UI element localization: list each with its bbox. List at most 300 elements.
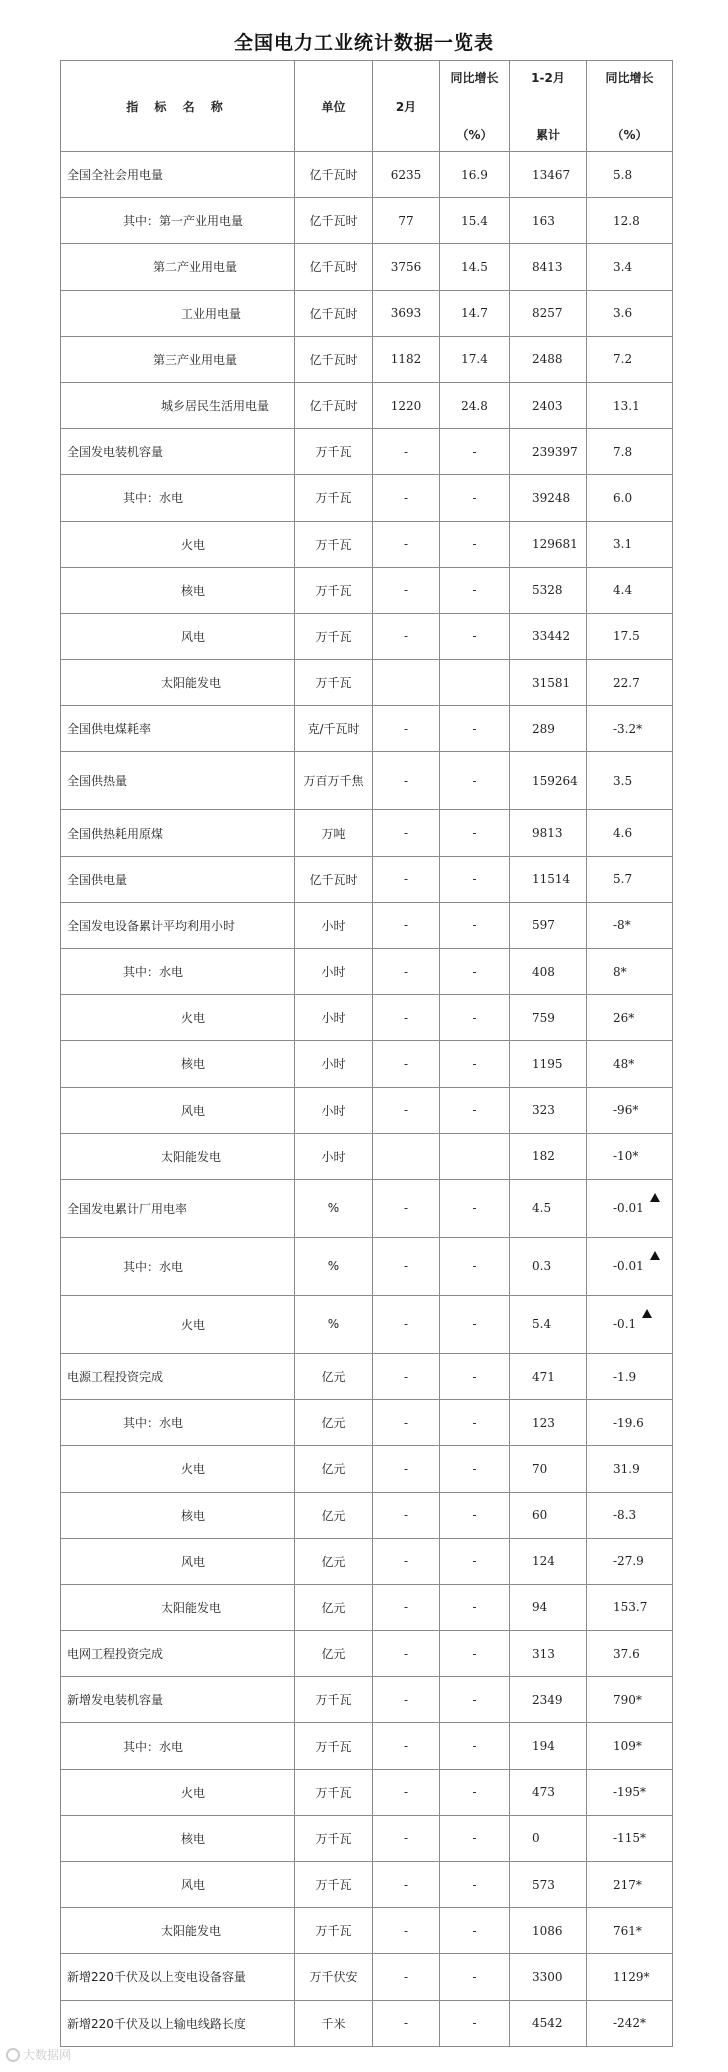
feb-yoy-cell: - xyxy=(440,1584,510,1630)
unit-cell: 亿元 xyxy=(295,1353,373,1399)
unit-cell: 万千瓦 xyxy=(295,660,373,706)
feb-value-cell: - xyxy=(373,1492,440,1538)
feb-value-cell: - xyxy=(373,1237,440,1295)
header-cumulative: 1-2月 累计 xyxy=(510,61,587,152)
indicator-name: 其中：水电 xyxy=(123,491,184,506)
cumulative-value-cell: 3300 xyxy=(510,1954,587,2000)
indicator-name-cell xyxy=(61,1400,295,1446)
indicator-name: 电源工程投资完成 xyxy=(67,1370,164,1385)
table-row xyxy=(61,1492,673,1538)
feb-yoy-cell xyxy=(440,660,510,706)
unit-cell: 亿千瓦时 xyxy=(295,152,373,198)
table-row xyxy=(61,1954,673,2000)
feb-value-cell: - xyxy=(373,1908,440,1954)
unit-cell: 万吨 xyxy=(295,810,373,856)
table-row xyxy=(61,1538,673,1584)
table-row xyxy=(61,475,673,521)
cumulative-value-cell: 8413 xyxy=(510,244,587,290)
unit-cell: 万千瓦 xyxy=(295,613,373,659)
table-row xyxy=(61,1041,673,1087)
table-row xyxy=(61,198,673,244)
table-row xyxy=(61,1631,673,1677)
feb-value-cell: - xyxy=(373,1723,440,1769)
cumulative-yoy-cell: -3.2* xyxy=(587,706,673,752)
cumulative-yoy-cell: 5.8 xyxy=(587,152,673,198)
indicator-name: 风电 xyxy=(181,1878,206,1893)
cumulative-value-cell: 597 xyxy=(510,902,587,948)
feb-value-cell: - xyxy=(373,521,440,567)
cumulative-yoy-cell: 5.7 xyxy=(587,856,673,902)
indicator-name-cell xyxy=(61,244,295,290)
feb-yoy-cell: - xyxy=(440,475,510,521)
unit-cell: 亿元 xyxy=(295,1538,373,1584)
table-row xyxy=(61,1295,673,1353)
indicator-name-cell xyxy=(61,995,295,1041)
indicator-name: 第二产业用电量 xyxy=(153,260,238,275)
unit-cell: 万千瓦 xyxy=(295,1723,373,1769)
cumulative-yoy-cell: 761* xyxy=(587,1908,673,1954)
feb-value-cell: - xyxy=(373,1041,440,1087)
unit-cell: 克/千瓦时 xyxy=(295,706,373,752)
feb-yoy-cell: - xyxy=(440,1862,510,1908)
indicator-name-cell xyxy=(61,1815,295,1861)
header-yoy-feb: 同比增长 （%） xyxy=(440,61,510,152)
table-row xyxy=(61,244,673,290)
unit-cell: 万百万千焦 xyxy=(295,752,373,810)
feb-yoy-cell: - xyxy=(440,1353,510,1399)
cumulative-yoy-cell: 12.8 xyxy=(587,198,673,244)
indicator-name: 火电 xyxy=(181,537,206,552)
cumulative-yoy-cell: 48* xyxy=(587,1041,673,1087)
table-row xyxy=(61,382,673,428)
cumulative-value-cell: 8257 xyxy=(510,290,587,336)
unit-cell: 小时 xyxy=(295,1087,373,1133)
unit-cell: 小时 xyxy=(295,995,373,1041)
indicator-name-cell xyxy=(61,613,295,659)
feb-value-cell: - xyxy=(373,1179,440,1237)
feb-value-cell: - xyxy=(373,1400,440,1446)
cumulative-value-cell: 408 xyxy=(510,949,587,995)
table-row xyxy=(61,1179,673,1237)
cumulative-yoy-cell: 7.8 xyxy=(587,429,673,475)
cumulative-value-cell: 159264 xyxy=(510,752,587,810)
unit-cell: 小时 xyxy=(295,1041,373,1087)
table-row xyxy=(61,706,673,752)
table-row xyxy=(61,1862,673,1908)
indicator-name-cell xyxy=(61,336,295,382)
cumulative-yoy-cell: -27.9 xyxy=(587,1538,673,1584)
cumulative-yoy-cell: 153.7 xyxy=(587,1584,673,1630)
feb-value-cell: - xyxy=(373,995,440,1041)
feb-yoy-cell: - xyxy=(440,949,510,995)
indicator-name: 新增发电装机容量 xyxy=(67,1693,164,1708)
cumulative-yoy-cell: 26* xyxy=(587,995,673,1041)
unit-cell: 万千瓦 xyxy=(295,475,373,521)
indicator-name: 风电 xyxy=(181,1554,206,1569)
feb-yoy-cell: - xyxy=(440,1538,510,1584)
indicator-name: 工业用电量 xyxy=(181,306,242,321)
indicator-name-cell xyxy=(61,810,295,856)
feb-value-cell: - xyxy=(373,1954,440,2000)
cumulative-value-cell: 4542 xyxy=(510,2000,587,2046)
cumulative-yoy-cell: -8* xyxy=(587,902,673,948)
indicator-name-cell xyxy=(61,1087,295,1133)
indicator-name: 太阳能发电 xyxy=(161,1149,222,1164)
indicator-name: 全国发电设备累计平均利用小时 xyxy=(67,918,236,933)
indicator-name: 其中：水电 xyxy=(123,1259,184,1274)
cumulative-yoy-cell: 17.5 xyxy=(587,613,673,659)
indicator-name: 其中：水电 xyxy=(123,965,184,980)
cumulative-value-cell: 123 xyxy=(510,1400,587,1446)
table-row xyxy=(61,1400,673,1446)
table-row xyxy=(61,856,673,902)
watermark: 大数据网 xyxy=(6,2046,71,2063)
table-row xyxy=(61,810,673,856)
triangle-marker-icon xyxy=(642,1309,652,1318)
page-title: 全国电力工业统计数据一览表 xyxy=(233,32,494,54)
cumulative-yoy-cell xyxy=(587,1237,673,1295)
table-row xyxy=(61,1908,673,1954)
yoy-value: -0.1 xyxy=(613,1317,637,1332)
feb-value-cell: - xyxy=(373,1631,440,1677)
indicator-name: 火电 xyxy=(181,1317,206,1332)
table-row xyxy=(61,567,673,613)
indicator-name: 风电 xyxy=(181,629,206,644)
feb-value-cell: - xyxy=(373,1538,440,1584)
cumulative-value-cell: 239397 xyxy=(510,429,587,475)
indicator-name: 城乡居民生活用电量 xyxy=(161,399,270,414)
feb-yoy-cell: - xyxy=(440,1769,510,1815)
indicator-name-cell xyxy=(61,1631,295,1677)
header-indicator-name: 指 标 名 称 xyxy=(61,61,295,152)
indicator-name: 全国供电量 xyxy=(67,872,128,887)
feb-value-cell: - xyxy=(373,1353,440,1399)
unit-cell: % xyxy=(295,1295,373,1353)
cumulative-value-cell: 70 xyxy=(510,1446,587,1492)
cumulative-yoy-cell: -8.3 xyxy=(587,1492,673,1538)
indicator-name: 新增220千伏及以上输电线路长度 xyxy=(67,2016,246,2031)
header-unit: 单位 xyxy=(295,61,373,152)
indicator-name-cell xyxy=(61,1908,295,1954)
cumulative-value-cell: 2403 xyxy=(510,382,587,428)
unit-cell: 万千瓦 xyxy=(295,1677,373,1723)
indicator-name-cell xyxy=(61,1179,295,1237)
indicator-name-cell xyxy=(61,856,295,902)
unit-cell: 万千瓦 xyxy=(295,521,373,567)
cumulative-yoy-cell: 13.1 xyxy=(587,382,673,428)
indicator-name-cell xyxy=(61,660,295,706)
cumulative-value-cell: 471 xyxy=(510,1353,587,1399)
cumulative-yoy-cell: -1.9 xyxy=(587,1353,673,1399)
table-body xyxy=(61,152,673,2047)
header-yoy-cumulative: 同比增长 （%） xyxy=(587,61,673,152)
cumulative-value-cell: 5.4 xyxy=(510,1295,587,1353)
indicator-name-cell xyxy=(61,1538,295,1584)
feb-yoy-cell: 24.8 xyxy=(440,382,510,428)
table-row xyxy=(61,1353,673,1399)
unit-cell: 万千瓦 xyxy=(295,567,373,613)
cumulative-yoy-cell: 1129* xyxy=(587,1954,673,2000)
unit-cell: 小时 xyxy=(295,1133,373,1179)
cumulative-value-cell: 39248 xyxy=(510,475,587,521)
feb-yoy-cell xyxy=(440,1133,510,1179)
feb-value-cell: - xyxy=(373,1087,440,1133)
feb-value-cell: - xyxy=(373,752,440,810)
table-row xyxy=(61,752,673,810)
indicator-name-cell xyxy=(61,1862,295,1908)
cumulative-value-cell: 33442 xyxy=(510,613,587,659)
cumulative-value-cell: 194 xyxy=(510,1723,587,1769)
header-feb: 2月 xyxy=(373,61,440,152)
unit-cell: 万千瓦 xyxy=(295,429,373,475)
unit-cell: 亿千瓦时 xyxy=(295,198,373,244)
indicator-name: 其中：水电 xyxy=(123,1416,184,1431)
indicator-name: 电网工程投资完成 xyxy=(67,1647,164,1662)
table-row xyxy=(61,1446,673,1492)
feb-value-cell: - xyxy=(373,1295,440,1353)
cumulative-yoy-cell: 6.0 xyxy=(587,475,673,521)
cumulative-value-cell: 163 xyxy=(510,198,587,244)
cumulative-value-cell: 4.5 xyxy=(510,1179,587,1237)
unit-cell: 小时 xyxy=(295,902,373,948)
indicator-name-cell xyxy=(61,567,295,613)
feb-yoy-cell: 15.4 xyxy=(440,198,510,244)
table-row xyxy=(61,336,673,382)
indicator-name: 核电 xyxy=(181,583,206,598)
indicator-name: 第三产业用电量 xyxy=(153,352,238,367)
unit-cell: 亿元 xyxy=(295,1492,373,1538)
feb-yoy-cell: - xyxy=(440,1087,510,1133)
feb-yoy-cell: - xyxy=(440,995,510,1041)
feb-yoy-cell: - xyxy=(440,567,510,613)
cumulative-value-cell: 124 xyxy=(510,1538,587,1584)
unit-cell: 亿元 xyxy=(295,1446,373,1492)
feb-yoy-cell: - xyxy=(440,1677,510,1723)
feb-value-cell: - xyxy=(373,810,440,856)
feb-yoy-cell: - xyxy=(440,613,510,659)
feb-value-cell: 1220 xyxy=(373,382,440,428)
feb-value-cell: - xyxy=(373,856,440,902)
feb-value-cell: 77 xyxy=(373,198,440,244)
unit-cell: 亿千瓦时 xyxy=(295,290,373,336)
cumulative-value-cell: 13467 xyxy=(510,152,587,198)
cumulative-value-cell: 573 xyxy=(510,1862,587,1908)
feb-yoy-cell: 14.5 xyxy=(440,244,510,290)
cumulative-value-cell: 289 xyxy=(510,706,587,752)
table-row xyxy=(61,995,673,1041)
feb-value-cell: - xyxy=(373,1862,440,1908)
table-row xyxy=(61,2000,673,2046)
cumulative-value-cell: 5328 xyxy=(510,567,587,613)
unit-cell: 亿千瓦时 xyxy=(295,244,373,290)
indicator-name: 核电 xyxy=(181,1508,206,1523)
cumulative-value-cell: 2488 xyxy=(510,336,587,382)
cumulative-value-cell: 759 xyxy=(510,995,587,1041)
indicator-name-cell xyxy=(61,1237,295,1295)
indicator-name-cell xyxy=(61,1584,295,1630)
feb-value-cell: - xyxy=(373,567,440,613)
indicator-name: 其中：水电 xyxy=(123,1739,184,1754)
indicator-name: 其中：第一产业用电量 xyxy=(123,214,244,229)
table-row xyxy=(61,1815,673,1861)
feb-value-cell xyxy=(373,1133,440,1179)
feb-yoy-cell: - xyxy=(440,856,510,902)
unit-cell: % xyxy=(295,1237,373,1295)
feb-yoy-cell: - xyxy=(440,1446,510,1492)
unit-cell: 亿元 xyxy=(295,1584,373,1630)
cumulative-value-cell: 182 xyxy=(510,1133,587,1179)
feb-yoy-cell: - xyxy=(440,1179,510,1237)
cumulative-yoy-cell: 3.1 xyxy=(587,521,673,567)
cumulative-yoy-cell: 4.4 xyxy=(587,567,673,613)
feb-yoy-cell: - xyxy=(440,1237,510,1295)
table-row xyxy=(61,1087,673,1133)
indicator-name-cell xyxy=(61,1769,295,1815)
cumulative-yoy-cell: 109* xyxy=(587,1723,673,1769)
table-row xyxy=(61,1769,673,1815)
indicator-name-cell xyxy=(61,290,295,336)
indicator-name-cell xyxy=(61,198,295,244)
indicator-name-cell xyxy=(61,706,295,752)
table-row xyxy=(61,613,673,659)
indicator-name: 火电 xyxy=(181,1785,206,1800)
table-row xyxy=(61,290,673,336)
feb-value-cell: - xyxy=(373,2000,440,2046)
table-row xyxy=(61,521,673,567)
feb-value-cell: 3693 xyxy=(373,290,440,336)
indicator-name-cell xyxy=(61,475,295,521)
unit-cell: 万千瓦 xyxy=(295,1769,373,1815)
unit-cell: 亿千瓦时 xyxy=(295,382,373,428)
cumulative-yoy-cell xyxy=(587,1295,673,1353)
indicator-name-cell xyxy=(61,1723,295,1769)
indicator-name-cell xyxy=(61,1492,295,1538)
feb-yoy-cell: 16.9 xyxy=(440,152,510,198)
feb-value-cell: - xyxy=(373,1584,440,1630)
feb-value-cell xyxy=(373,660,440,706)
cumulative-value-cell: 2349 xyxy=(510,1677,587,1723)
indicator-name: 全国供热量 xyxy=(67,774,128,789)
feb-value-cell: 3756 xyxy=(373,244,440,290)
feb-value-cell: - xyxy=(373,1769,440,1815)
cumulative-yoy-cell: 37.6 xyxy=(587,1631,673,1677)
indicator-name: 新增220千伏及以上变电设备容量 xyxy=(67,1970,246,1985)
indicator-name-cell xyxy=(61,1677,295,1723)
feb-yoy-cell: 17.4 xyxy=(440,336,510,382)
indicator-name: 太阳能发电 xyxy=(161,1924,222,1939)
watermark-logo-icon xyxy=(6,2048,20,2062)
feb-value-cell: - xyxy=(373,902,440,948)
cumulative-yoy-cell: -10* xyxy=(587,1133,673,1179)
cumulative-value-cell: 60 xyxy=(510,1492,587,1538)
unit-cell: 万千瓦 xyxy=(295,1908,373,1954)
feb-yoy-cell: - xyxy=(440,1492,510,1538)
indicator-name-cell xyxy=(61,902,295,948)
feb-value-cell: - xyxy=(373,949,440,995)
indicator-name-cell xyxy=(61,382,295,428)
feb-yoy-cell: - xyxy=(440,2000,510,2046)
unit-cell: 万千伏安 xyxy=(295,1954,373,2000)
cumulative-value-cell: 1086 xyxy=(510,1908,587,1954)
table-row xyxy=(61,660,673,706)
yoy-value: -0.01 xyxy=(613,1201,644,1216)
feb-value-cell: - xyxy=(373,1677,440,1723)
cumulative-value-cell: 473 xyxy=(510,1769,587,1815)
unit-cell: 亿千瓦时 xyxy=(295,856,373,902)
cumulative-value-cell: 11514 xyxy=(510,856,587,902)
unit-cell: % xyxy=(295,1179,373,1237)
indicator-name: 全国发电累计厂用电率 xyxy=(67,1201,188,1216)
feb-yoy-cell: - xyxy=(440,1815,510,1861)
feb-value-cell: 1182 xyxy=(373,336,440,382)
feb-yoy-cell: - xyxy=(440,752,510,810)
feb-yoy-cell: - xyxy=(440,1041,510,1087)
indicator-name: 全国供电煤耗率 xyxy=(67,722,152,737)
indicator-name: 太阳能发电 xyxy=(161,676,222,691)
indicator-name-cell xyxy=(61,949,295,995)
cumulative-yoy-cell: -19.6 xyxy=(587,1400,673,1446)
table-header-row xyxy=(61,61,673,152)
indicator-name: 火电 xyxy=(181,1462,206,1477)
triangle-marker-icon xyxy=(650,1251,660,1260)
indicator-name: 全国供热耗用原煤 xyxy=(67,826,164,841)
unit-cell: 小时 xyxy=(295,949,373,995)
unit-cell: 万千瓦 xyxy=(295,1862,373,1908)
cumulative-value-cell: 1195 xyxy=(510,1041,587,1087)
feb-yoy-cell: - xyxy=(440,1295,510,1353)
table-row xyxy=(61,902,673,948)
cumulative-yoy-cell: -96* xyxy=(587,1087,673,1133)
feb-yoy-cell: - xyxy=(440,810,510,856)
cumulative-yoy-cell: 22.7 xyxy=(587,660,673,706)
indicator-name-cell xyxy=(61,521,295,567)
indicator-name: 核电 xyxy=(181,1057,206,1072)
cumulative-yoy-cell: -115* xyxy=(587,1815,673,1861)
feb-yoy-cell: - xyxy=(440,1908,510,1954)
cumulative-yoy-cell: 8* xyxy=(587,949,673,995)
unit-cell: 千米 xyxy=(295,2000,373,2046)
table-row xyxy=(61,949,673,995)
triangle-marker-icon xyxy=(650,1193,660,1202)
feb-yoy-cell: - xyxy=(440,1954,510,2000)
cumulative-value-cell: 313 xyxy=(510,1631,587,1677)
cumulative-yoy-cell: 3.4 xyxy=(587,244,673,290)
feb-value-cell: - xyxy=(373,1815,440,1861)
indicator-name-cell xyxy=(61,1295,295,1353)
yoy-value: -0.01 xyxy=(613,1259,644,1274)
cumulative-yoy-cell: -242* xyxy=(587,2000,673,2046)
cumulative-yoy-cell: 31.9 xyxy=(587,1446,673,1492)
feb-yoy-cell: 14.7 xyxy=(440,290,510,336)
unit-cell: 亿千瓦时 xyxy=(295,336,373,382)
indicator-name: 风电 xyxy=(181,1103,206,1118)
feb-yoy-cell: - xyxy=(440,706,510,752)
indicator-name: 全国全社会用电量 xyxy=(67,168,164,183)
indicator-name-cell xyxy=(61,152,295,198)
cumulative-yoy-cell: 790* xyxy=(587,1677,673,1723)
cumulative-yoy-cell: 217* xyxy=(587,1862,673,1908)
cumulative-value-cell: 323 xyxy=(510,1087,587,1133)
indicator-name-cell xyxy=(61,752,295,810)
table-row xyxy=(61,152,673,198)
feb-yoy-cell: - xyxy=(440,902,510,948)
unit-cell: 亿元 xyxy=(295,1400,373,1446)
cumulative-yoy-cell xyxy=(587,1179,673,1237)
cumulative-yoy-cell: 3.6 xyxy=(587,290,673,336)
cumulative-value-cell: 129681 xyxy=(510,521,587,567)
cumulative-value-cell: 9813 xyxy=(510,810,587,856)
feb-value-cell: - xyxy=(373,429,440,475)
